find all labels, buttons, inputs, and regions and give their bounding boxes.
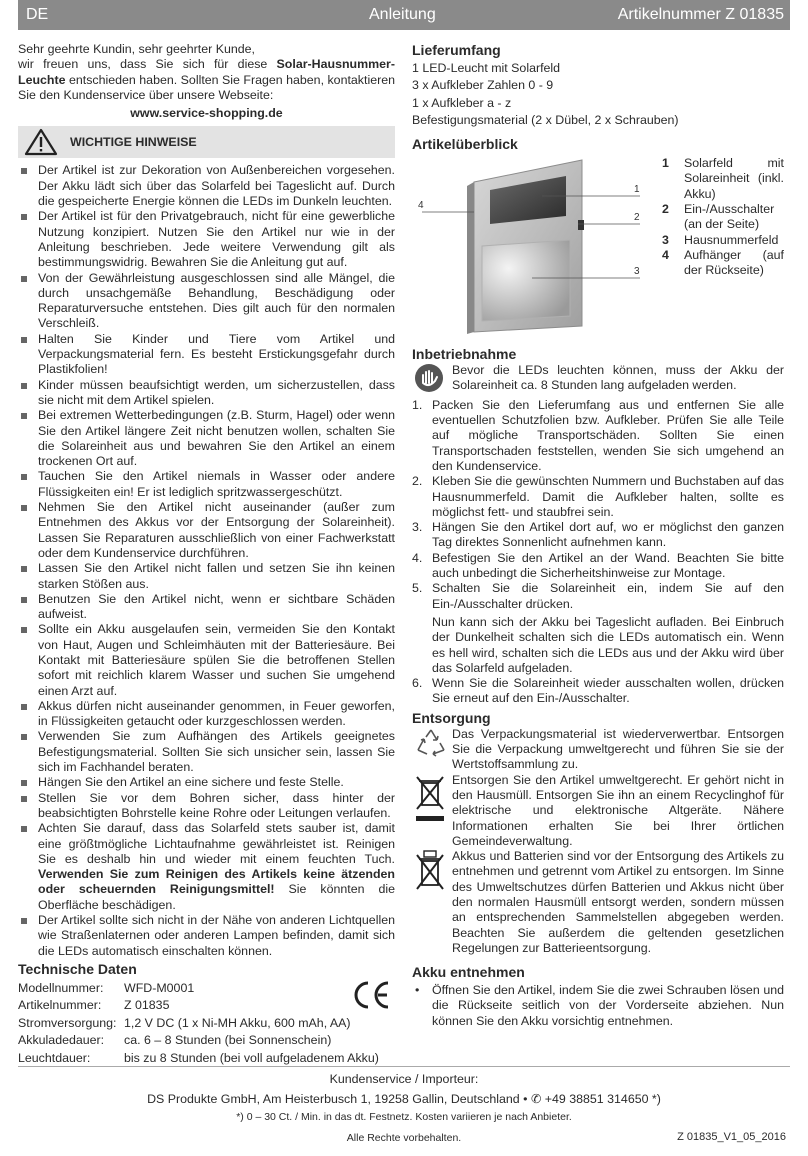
clean-warning: Verwenden Sie zum Reinigen des Artikels keine ätzenden oder scheuernden Reinigungsmittel! bbox=[38, 867, 395, 897]
tech-label: Leuchtdauer: bbox=[18, 1050, 91, 1065]
language-code: DE bbox=[26, 6, 49, 23]
tech-data bbox=[18, 980, 395, 1068]
list-item: Sollte ein Akku ausgelaufen sein, vermeiden Sie den Kontakt von Haut, Augen und Schleimhäuten mit der Batteriesäure. Bei Kontakt mit Batteriesäure spülen Sie die betroffenen Stellen sofort mit reichlich klarem Wasser und suchen Sie umgehend einen Arzt auf. bbox=[18, 622, 395, 698]
setup-steps bbox=[412, 398, 784, 707]
phone-icon: ✆ bbox=[530, 1092, 542, 1106]
list-item: Der Artikel ist zur Dekoration von Außenbereichen vorgesehen. Der Akku lädt sich über das Solarfeld bei Tageslicht auf. Durch die gespeicherte Energie können die LEDs im Dunkeln leuchten. bbox=[18, 163, 395, 209]
warning-banner bbox=[18, 126, 395, 158]
intro-text-b: entschieden haben. Sollten Sie Fragen haben, kontaktieren Sie den Kundenservice über unsere Webseite: bbox=[18, 72, 395, 102]
list-item: Befestigungsmaterial (2 x Dübel, 2 x Schrauben) bbox=[412, 112, 679, 127]
warning-list bbox=[18, 163, 395, 958]
step-text: Befestigen Sie den Artikel an der Wand. Beachten Sie bitte auch unbedingt die Sicherheitshinweise zur Montage. bbox=[432, 550, 784, 581]
step-number: 5. bbox=[412, 581, 423, 596]
part-label: Aufhänger (auf der Rückseite) bbox=[684, 247, 784, 278]
list-item bbox=[412, 551, 784, 582]
address-text: DS Produkte GmbH, Am Heisterbusch 1, 19258 Gallin, Deutschland • bbox=[147, 1092, 528, 1106]
hand-info-icon bbox=[414, 363, 444, 393]
battery-title: Akku entnehmen bbox=[412, 964, 525, 981]
crossed-bin-icon bbox=[414, 773, 446, 825]
website-link[interactable]: www.service-shopping.de bbox=[130, 106, 283, 121]
list-item: Der Artikel sollte sich nicht in der Nähe von anderen Lichtquellen wie Straßenlaternen oder anderen Lampen befinden, damit sich die LEDs automatisch einschalten können. bbox=[18, 913, 395, 959]
product-illustration bbox=[412, 156, 652, 341]
rights-note: Alle Rechte vorbehalten. bbox=[346, 1132, 462, 1144]
step-text: Wenn Sie die Solareinheit wieder ausschalten wollen, drücken Sie erneut auf den Ein-/Ausschalter. bbox=[432, 676, 784, 706]
header-article-number: Artikelnummer Z 01835 bbox=[617, 6, 784, 23]
list-item: Der Artikel ist für den Privatgebrauch, nicht für eine gewerbliche Nutzung konzipiert. Nutzen Sie den Artikel nur wie in der Anleitung beschrieben. Jede weitere Verwendung gilt als bestimmungswidrig. Bewahren Sie die Anleitung gut auf. bbox=[18, 209, 395, 270]
footer bbox=[18, 1066, 790, 1144]
overview-title: Artikelüberblick bbox=[412, 136, 518, 153]
clean-text-end: Sie könnten die Oberfläche beschädigen. bbox=[38, 882, 395, 912]
setup-note-text: Bevor die LEDs leuchten können, muss der Akku der Solareinheit ca. 8 Stunden lang aufgeladen werden. bbox=[452, 363, 784, 393]
product-name: Solar-Hausnummer-Leuchte bbox=[18, 57, 395, 87]
list-item: 3 x Aufkleber Zahlen 0 - 9 bbox=[412, 78, 554, 93]
battery-bin-icon bbox=[414, 849, 446, 895]
callout-2: 2 bbox=[634, 212, 640, 224]
page-header bbox=[18, 0, 790, 30]
document-id: Z 01835_V1_05_2016 bbox=[677, 1131, 786, 1143]
intro-text-a: wir freuen uns, dass Sie sich für diese bbox=[18, 57, 268, 72]
list-item: Stellen Sie vor dem Bohren sicher, dass hinter der beabsichtigten Bohrstelle keine Rohre oder Leitungen verlaufen. bbox=[18, 791, 395, 822]
list-item: Verwenden Sie zum Aufhängen des Artikels geeignetes Befestigungsmaterial. Sollten Sie sich unsicher sein, lassen Sie sich im Fachhandel beraten. bbox=[18, 729, 395, 775]
disposal-item bbox=[412, 773, 784, 849]
part-number: 1 bbox=[662, 156, 669, 171]
right-column bbox=[412, 42, 784, 1029]
part-label: Ein-/Ausschalter (an der Seite) bbox=[684, 202, 775, 232]
greeting: Sehr geehrte Kundin, sehr geehrter Kunde, bbox=[18, 42, 255, 56]
warning-triangle-icon bbox=[24, 128, 58, 156]
list-item bbox=[412, 474, 784, 520]
step-5-extra: Nun kann sich der Akku bei Tageslicht aufladen. Bei Einbruch der Dunkelheit schalten sich die LEDs automatisch ein. Wenn es hell wird, schalten sich die LEDs aus und der Akku wird über das Solarfeld aufgeladen. bbox=[432, 614, 784, 675]
intro-text bbox=[18, 57, 395, 103]
product-figure bbox=[412, 156, 784, 344]
phone-number[interactable]: +49 38851 314650 *) bbox=[544, 1092, 661, 1106]
callout-3: 3 bbox=[634, 266, 640, 278]
list-item: • Öffnen Sie den Artikel, indem Sie die zwei Schrauben lösen und die Rückseite seitlich von der Vorderseite abziehen. Nun können Sie den Akku vorsichtig entnehmen. bbox=[412, 983, 784, 1029]
tech-value: Z 01835 bbox=[124, 998, 170, 1013]
setup-note bbox=[412, 363, 784, 394]
list-item bbox=[412, 581, 784, 676]
list-item: Hängen Sie den Artikel an eine sichere und feste Stelle. bbox=[18, 775, 395, 790]
battery-list bbox=[412, 983, 784, 1029]
list-item: 1 LED-Leucht mit Solarfeld bbox=[412, 61, 561, 75]
part-label: Solarfeld mit Solareinheit (inkl. Akku) bbox=[684, 156, 784, 201]
callout-4: 4 bbox=[418, 200, 424, 212]
step-number: 6. bbox=[412, 676, 423, 691]
part-label: Hausnummerfeld bbox=[684, 232, 779, 247]
list-item: Akkus dürfen nicht auseinander genommen, in Feuer geworfen, in Flüssigkeiten getaucht oder kurzgeschlossen werden. bbox=[18, 699, 395, 730]
list-item: Benutzen Sie den Artikel nicht, wenn er sichtbare Schäden aufweist. bbox=[18, 592, 395, 623]
scope-title: Lieferumfang bbox=[412, 42, 501, 58]
step-text: Hängen Sie den Artikel dort auf, wo er möglichst den ganzen Tag direktes Sonnenlicht aufnehmen kann. bbox=[432, 520, 784, 550]
list-item: Bei extremen Wetterbedingungen (z.B. Sturm, Hagel) oder wenn Sie den Artikel längere Zeit nicht benutzen wollen, schalten Sie die Solareinheit aus und bewahren Sie den Artikel an einem trockenen Ort auf. bbox=[18, 408, 395, 469]
tech-label: Modellnummer: bbox=[18, 980, 104, 995]
list-item: Von der Gewährleistung ausgeschlossen sind alle Mängel, die durch unsachgemäße Behandlung, Beschädigung oder Reparaturversuche entstehen. Dies gilt auch für den normalen Verschleiß. bbox=[18, 271, 395, 332]
clean-text: Achten Sie darauf, dass das Solarfeld stets sauber ist, damit eine größtmögliche Lichtaufnahme gewährleistet ist. Reinigen Sie es deshalb hin und wieder mit einem feuchten Tuch. bbox=[38, 821, 395, 866]
list-item bbox=[662, 202, 784, 233]
tech-value: ca. 6 – 8 Stunden (bei Sonnenschein) bbox=[124, 1033, 332, 1048]
tech-value: bis zu 8 Stunden (bei voll aufgeladenem Akku) bbox=[124, 1050, 379, 1065]
part-number: 4 bbox=[662, 247, 669, 262]
step-text: Kleben Sie die gewünschten Nummern und Buchstaben auf das Hausnummerfeld. Damit die Aufkleber halten, sollte es möglichst fett- und staubfrei sein. bbox=[432, 474, 784, 519]
callout-1: 1 bbox=[634, 184, 640, 196]
step-number: 4. bbox=[412, 550, 423, 565]
warning-title: WICHTIGE HINWEISE bbox=[70, 135, 197, 150]
list-item: Kinder müssen beaufsichtigt werden, um sicherzustellen, dass sie nicht mit dem Artikel spielen. bbox=[18, 378, 395, 409]
tech-value: WFD-M0001 bbox=[124, 980, 195, 995]
disposal-item bbox=[412, 849, 784, 956]
tech-label: Akkuladedauer: bbox=[18, 1033, 105, 1048]
disposal-item bbox=[412, 727, 784, 773]
list-item: Tauchen Sie den Artikel niemals in Wasser oder andere Flüssigkeiten ein! Er ist lediglich spritzwassergeschützt. bbox=[18, 469, 395, 500]
list-item: Halten Sie Kinder und Tiere vom Artikel und Verpackungsmaterial fern. Es besteht Erstickungsgefahr durch Plastikfolien! bbox=[18, 332, 395, 378]
setup-title: Inbetriebnahme bbox=[412, 346, 517, 363]
list-item: Lassen Sie den Artikel nicht fallen und setzen Sie ihn keinen starken Stößen aus. bbox=[18, 561, 395, 592]
step-number: 3. bbox=[412, 520, 423, 535]
tech-label: Stromversorgung: bbox=[18, 1015, 117, 1030]
service-label: Kundenservice / Importeur: bbox=[329, 1072, 479, 1086]
tech-value: 1,2 V DC (1 x Ni-MH Akku, 600 mAh, AA) bbox=[124, 1015, 351, 1030]
list-item bbox=[412, 520, 784, 551]
parts-legend bbox=[662, 156, 784, 278]
list-item bbox=[662, 248, 784, 279]
list-item bbox=[412, 398, 784, 474]
left-column bbox=[18, 42, 395, 1067]
ce-mark-icon bbox=[351, 980, 391, 1010]
disposal-text: Akkus und Batterien sind vor der Entsorgung des Artikels zu entnehmen und getrennt vom Artikel zu entsorgen. Im Sinne des Umweltschutzes dürfen Batterien und Akkus nicht über den normalen Hausmüll entsorgt werden, sondern müssen an entsprechenden Sammelstellen abgegeben werden. Beachten Sie außerdem die geltenden gesetzlichen Regelungen zur Batterieentsorgung. bbox=[452, 849, 784, 955]
tech-title: Technische Daten bbox=[18, 960, 137, 977]
tech-label: Artikelnummer: bbox=[18, 998, 102, 1013]
list-item bbox=[662, 233, 784, 248]
list-item bbox=[662, 156, 784, 202]
step-number: 2. bbox=[412, 474, 423, 489]
part-number: 3 bbox=[662, 232, 669, 247]
step-text: Schalten Sie die Solareinheit ein, indem Sie auf den Ein-/Ausschalter drücken. bbox=[432, 581, 784, 611]
header-title: Anleitung bbox=[369, 6, 436, 23]
disposal-text: Entsorgen Sie den Artikel umweltgerecht. Er gehört nicht in den Hausmüll. Entsorgen Sie ihn an einem Recyclinghof für elektrische und elektronische Altgeräte. Nähere Informationen erhalten Sie bei Ihrer örtlichen Gemeindeverwaltung. bbox=[452, 772, 784, 848]
step-text: Packen Sie den Lieferumfang aus und entfernen Sie alle eventuellen Schutzfolien bzw. Aufkleber. Prüfen Sie alle Teile auf mögliche Transportschäden. Sollten Sie einen Transportschaden feststellen, wenden Sie sich umgehend an den Kundenservice. bbox=[432, 397, 784, 473]
cost-note: *) 0 – 30 Ct. / Min. in das dt. Festnetz. Kosten variieren je nach Anbieter. bbox=[236, 1111, 572, 1123]
recycling-icon bbox=[414, 727, 448, 757]
importer-address bbox=[18, 1091, 790, 1106]
list-item: 1 x Aufkleber a - z bbox=[412, 95, 512, 110]
list-item bbox=[18, 821, 395, 913]
list-item bbox=[412, 676, 784, 707]
step-number: 1. bbox=[412, 397, 423, 412]
list-item: Nehmen Sie den Artikel nicht auseinander (außer zum Entnehmen des Akkus vor der Entsorgung der Solareinheit). Lassen Sie Reparaturen ausschließlich von einer Fachwerkstatt oder dem Kundenservice durchführen. bbox=[18, 500, 395, 561]
disposal-title: Entsorgung bbox=[412, 709, 491, 726]
part-number: 2 bbox=[662, 202, 669, 217]
disposal-text: Das Verpackungsmaterial ist wiederverwertbar. Entsorgen Sie die Verpackung umweltgerecht und führen Sie sie der Wertstoffsammlung zu. bbox=[452, 726, 784, 772]
